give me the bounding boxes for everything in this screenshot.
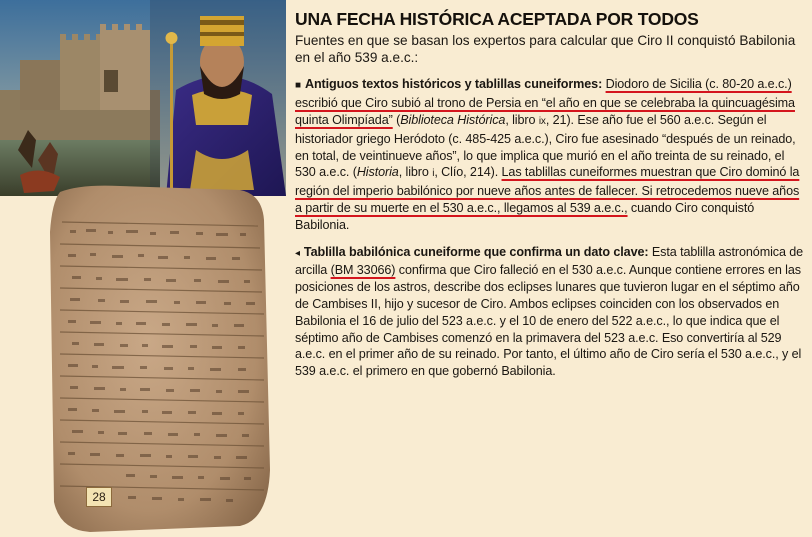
tablet-image xyxy=(46,182,286,532)
section-babylonian-tablet-heading: Tablilla babilónica cuneiforme que confirma un dato clave: xyxy=(303,244,649,259)
section-ancient-texts-heading: Antiguos textos históricos y tablillas cuneiformes: xyxy=(304,77,603,92)
cuneiform-tablet-photo xyxy=(46,182,286,532)
diodoro-quote: Diodoro de Sicilia (c. 80-20 a.e.c.) escribió que Ciro subió al trono de Persia en “el año en que se celebraba la quincuagésima quinta Olimpíada” xyxy=(295,77,795,127)
babylon-scene-image xyxy=(0,0,286,196)
tablets-conclusion: Las tablillas cuneiformes muestran que Ciro dominó la región del imperio babilónico por nueve años antes de fallecer. Si retrocedemos nueve años a partir de su muerte en el 530 a.e.c., llegamos al 539 a.e.c., xyxy=(295,165,800,215)
historia-title: Historia xyxy=(356,165,399,180)
article-title: UNA FECHA HISTÓRICA ACEPTADA POR TODOS xyxy=(295,9,699,29)
article-subtitle: Fuentes en que se basan los expertos para calcular que Ciro II conquistó Babilonia en el año 539 a.e.c.: xyxy=(295,33,796,66)
text-column xyxy=(295,8,805,380)
section-babylonian-tablet: ◂ Tablilla babilónica cuneiforme que confirma un dato clave: Esta tablilla astronómica de arcilla (BM 33066) confirma que Ciro falleció en el 530 a.e.c. Aunque contiene errores en las posiciones de los astros, describe dos eclipses lunares que tuvieron lugar en el séptimo año de Cambises II, hijo y sucesor de Ciro. Ambos eclipses coinciden con los observados en Babilonia el 16 de julio del 523 a.e.c. y el 10 de enero del 522 a.e.c., lo que indica que el séptimo año de Cambises comenzó en la primavera del 523 a.e.c. Eso convertiría al 529 a.e.c. en el primer año de su reinado. Por tanto, el último año de Ciro sería el 530 a.e.c., y el 539 a.e.c. el primero en que gobernó Babilonia. xyxy=(295,244,804,379)
babylon-illustration xyxy=(0,0,286,196)
biblioteca-historica-title: Biblioteca Histórica xyxy=(400,113,506,127)
tablet-number-label: 28 xyxy=(86,487,112,507)
section-ancient-texts: ■ Antiguos textos históricos y tablillas cuneiformes: Diodoro de Sicilia (c. 80-20 a.e.c.) escribió que Ciro subió al trono de Persia en “el año en que se celebraba la quincuagésima quinta Olimpíada” (Biblioteca Histórica, libro ix, 21). Ese año fue el 560 a.e.c. Según el historiador griego Heródoto (c. 485-425 a.e.c.), Ciro fue asesinado “después de un reinado, en total, de veintinueve años”, lo que implica que murió en el año treinta de su reinado, el 530 a.e.c. (Historia, libro i, Clío, 214). Las tablillas cuneiformes muestran que Ciro dominó la región del imperio babilónico por nueve años antes de fallecer. Si retrocedemos nueve años a partir de su muerte en el 530 a.e.c., llegamos al 539 a.e.c., cuando Ciro conquistó Babilonia. xyxy=(295,77,800,232)
square-bullet-icon: ■ xyxy=(295,80,301,92)
triangle-bullet-icon: ◂ xyxy=(295,247,300,259)
bm-33066-reference: (BM 33066) xyxy=(330,263,396,278)
